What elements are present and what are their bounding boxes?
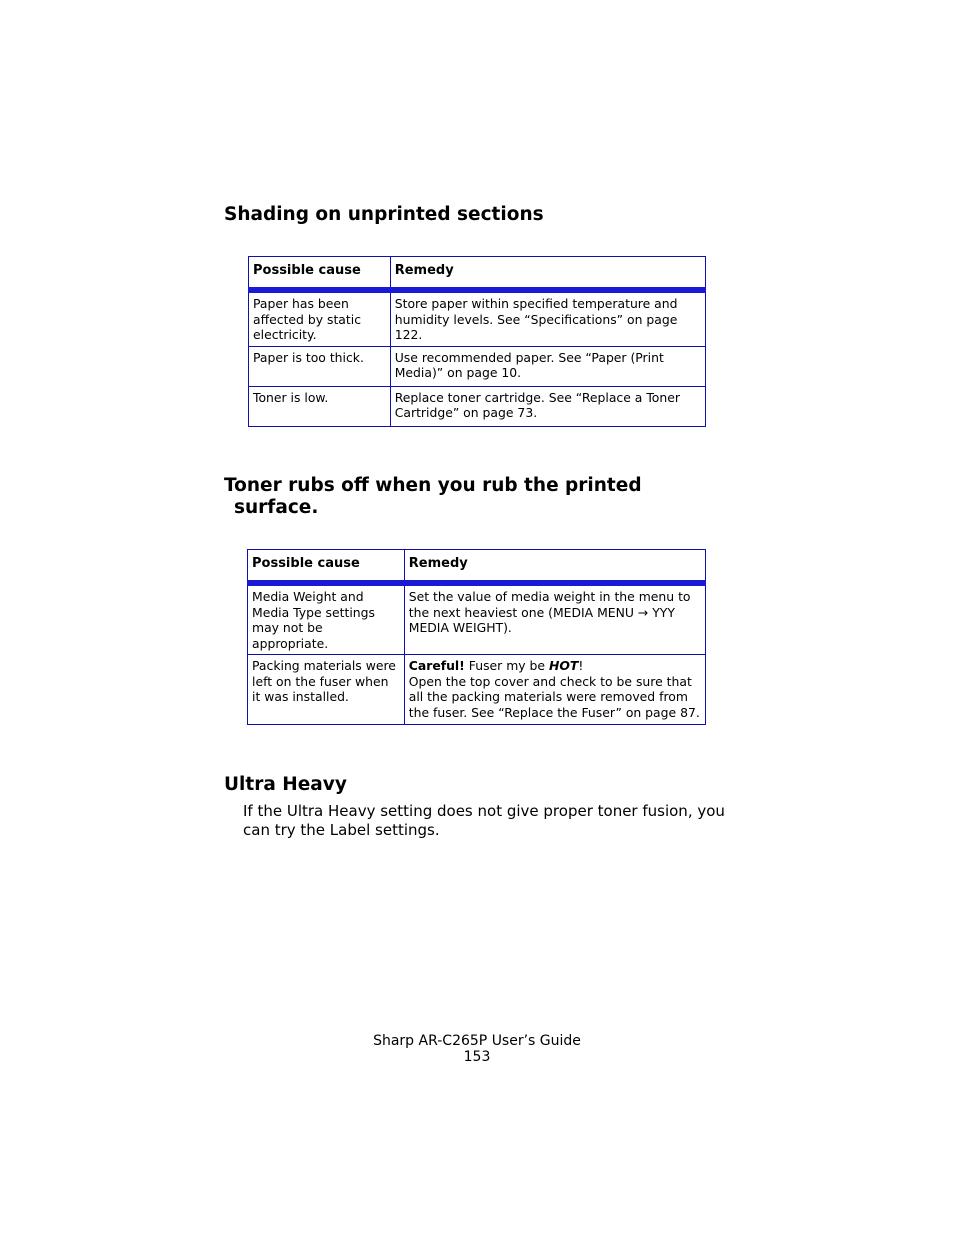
heading-line-2: surface.	[234, 497, 319, 518]
cause-cell: Paper is too thick.	[249, 346, 391, 386]
table-row	[249, 386, 706, 426]
column-header-remedy: Remedy	[404, 550, 705, 584]
remedy-cell: Store paper within specified temperature and humidity levels. See “Specifications” on page 122.	[390, 290, 705, 346]
remedy-text: Open the top cover and check to be sure that all the packing materials were removed from the fuser. See “Replace the Fuser” on page 87.	[408, 673, 700, 720]
remedy-cell: Replace toner cartridge. See “Replace a Toner Cartridge” on page 73.	[390, 386, 705, 426]
page-footer	[0, 1033, 954, 1065]
section-heading-toner-rubs	[224, 475, 642, 519]
careful-text: Fuser my be	[464, 658, 549, 673]
column-header-cause: Possible cause	[249, 257, 391, 291]
table-row	[249, 346, 706, 386]
column-header-cause: Possible cause	[248, 550, 405, 584]
remedy-cell	[404, 655, 705, 725]
careful-label: Careful!	[408, 658, 465, 673]
column-header-remedy: Remedy	[390, 257, 705, 291]
toner-rubs-table	[247, 549, 706, 725]
remedy-cell: Set the value of media weight in the menu to the next heaviest one (MEDIA MENU → YYY MEDIA WEIGHT).	[404, 583, 705, 655]
guide-title: Sharp AR-C265P User’s Guide	[373, 1033, 581, 1049]
table-row	[248, 655, 706, 725]
exclaim: !	[578, 658, 584, 673]
section-heading-ultra-heavy: Ultra Heavy	[224, 774, 347, 795]
page-number: 153	[463, 1049, 491, 1065]
table-row	[248, 583, 706, 655]
caution-line	[409, 658, 701, 674]
heading-line-1: Toner rubs off when you rub the printed	[224, 475, 642, 496]
table-header-row	[248, 550, 706, 584]
table-row	[249, 290, 706, 346]
table-header-row	[249, 257, 706, 291]
cause-cell: Packing materials were left on the fuser when it was installed.	[248, 655, 405, 725]
cause-cell: Paper has been affected by static electricity.	[249, 290, 391, 346]
ultra-heavy-paragraph: If the Ultra Heavy setting does not give proper toner fusion, you can try the Label settings.	[243, 802, 725, 839]
hot-warning: HOT	[548, 658, 579, 673]
section-heading-shading: Shading on unprinted sections	[224, 204, 544, 225]
cause-cell: Media Weight and Media Type settings may not be appropriate.	[248, 583, 405, 655]
shading-table	[248, 256, 706, 427]
cause-cell: Toner is low.	[249, 386, 391, 426]
remedy-cell: Use recommended paper. See “Paper (Print Media)” on page 10.	[390, 346, 705, 386]
